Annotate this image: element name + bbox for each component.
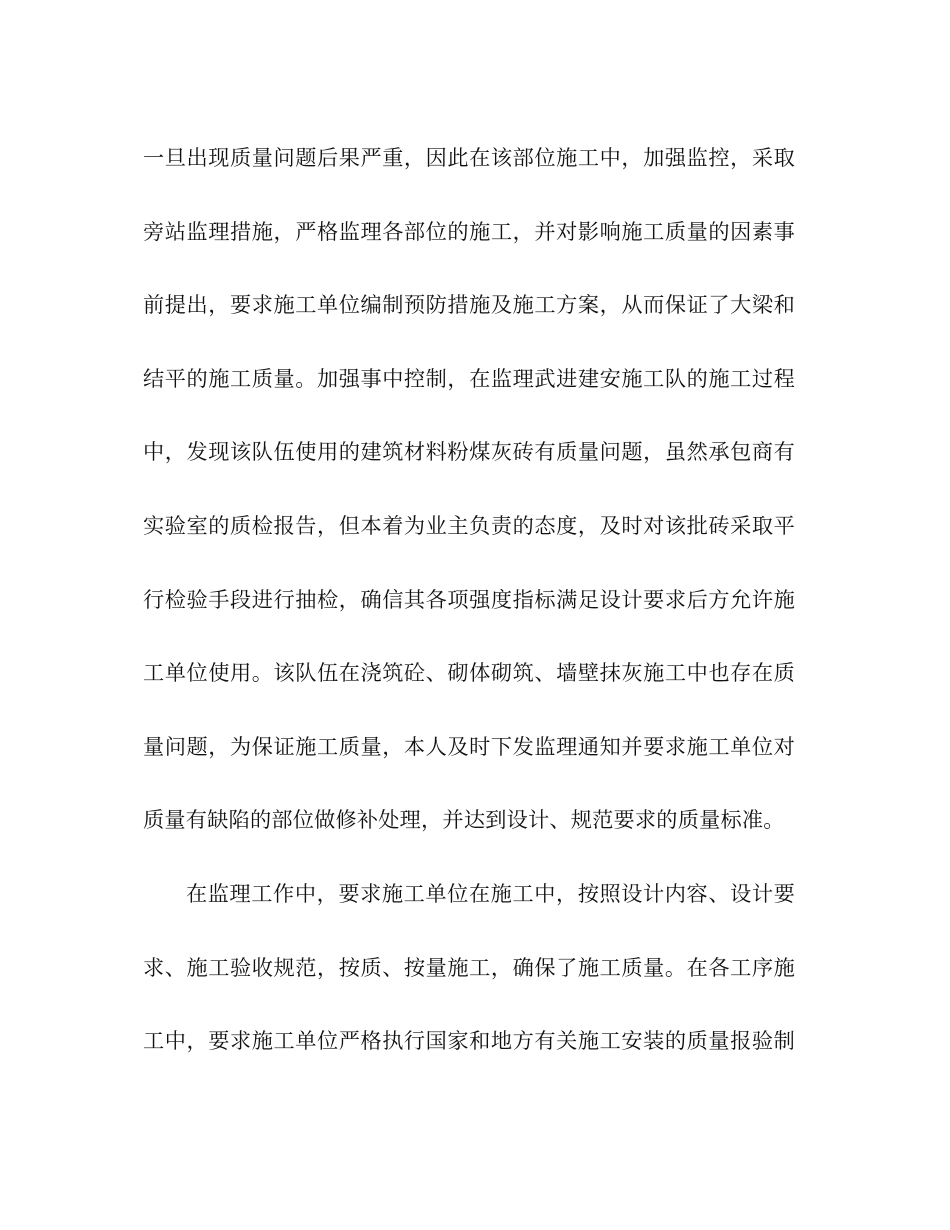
text-line: 结平的施工质量。加强事中控制，在监理武进建安施工队的施工过程: [143, 365, 795, 391]
text-line: 工单位使用。该队伍在浇筑砼、砌体砌筑、墙壁抹灰施工中也存在质: [143, 660, 795, 686]
text-line: 求、施工验收规范，按质、按量施工，确保了施工质量。在各工序施: [143, 954, 795, 980]
text-line: 工中，要求施工单位严格执行国家和地方有关施工安装的质量报验制: [143, 1028, 795, 1054]
text-line: 行检验手段进行抽检，确信其各项强度指标满足设计要求后方允许施: [143, 586, 795, 612]
text-line: 实验室的质检报告，但本着为业主负责的态度，及时对该批砖采取平: [143, 512, 795, 538]
text-line: 量问题，为保证施工质量，本人及时下发监理通知并要求施工单位对: [143, 733, 795, 759]
text-line: 中，发现该队伍使用的建筑材料粉煤灰砖有质量问题，虽然承包商有: [143, 439, 795, 465]
text-line: 一旦出现质量问题后果严重，因此在该部位施工中，加强监控，采取: [143, 145, 795, 170]
text-line: 前提出，要求施工单位编制预防措施及施工方案，从而保证了大梁和: [143, 292, 795, 318]
paragraph-start-line: 在监理工作中，要求施工单位在施工中，按照设计内容、设计要: [186, 880, 795, 906]
paragraph-end-line: 质量有缺陷的部位做修补处理，并达到设计、规范要求的质量标准。: [143, 807, 785, 833]
body-text: [143, 138, 795, 1095]
text-line: 旁站监理措施，严格监理各部位的施工，并对影响施工质量的因素事: [143, 218, 795, 244]
